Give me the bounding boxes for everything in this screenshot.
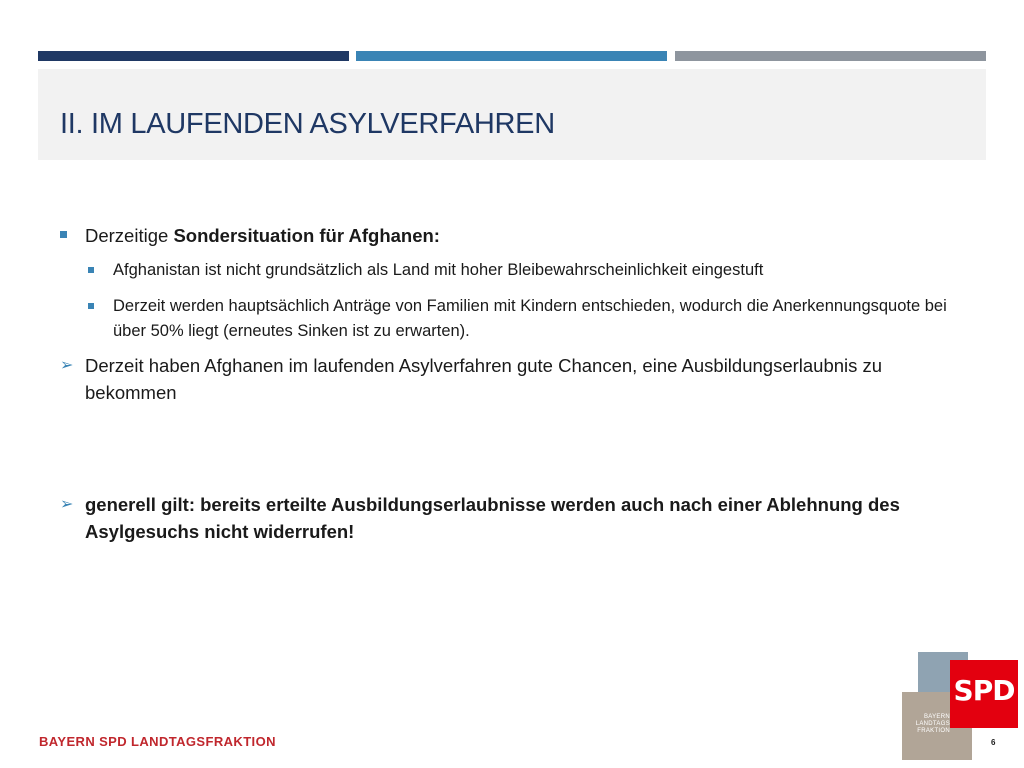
- arrow-bullet-icon: ➢: [60, 496, 74, 513]
- title-band: [38, 69, 986, 160]
- bullet-item: [60, 222, 970, 249]
- sub-bullet-text: Afghanistan ist nicht grundsätzlich als Land mit hoher Bleibewahrscheinlichkeit eingestuft: [113, 261, 764, 279]
- accent-bar-blue: [356, 51, 667, 61]
- accent-bar-grey: [675, 51, 986, 61]
- arrow-bullet-item: [60, 491, 970, 545]
- logo-caption-line: LANDTAGS: [915, 721, 950, 727]
- square-bullet-icon: [88, 267, 94, 273]
- logo-caption-line: BAYERN: [923, 714, 950, 720]
- logo-block-red: [950, 660, 1018, 728]
- slide-title: II. IM LAUFENDEN ASYLVERFAHREN: [60, 108, 555, 140]
- logo-caption-line: FRAKTION: [917, 728, 950, 734]
- spd-logo: [900, 652, 1018, 762]
- sub-bullet-text: Derzeit werden hauptsächlich Anträge von Familien mit Kindern entschieden, wodurch die Anerkennungsquote bei über 50% liegt (erneutes Sinken ist zu erwarten).: [113, 297, 947, 340]
- bullet-text: Derzeitige: [85, 225, 174, 246]
- arrow-bullet-text-bold: generell gilt: bereits erteilte Ausbildungserlaubnisse werden auch nach einer Ablehnung des Asylgesuchs nicht widerrufen!: [85, 494, 900, 542]
- accent-bar-navy: [38, 51, 349, 61]
- arrow-bullet-text: Derzeit haben Afghanen im laufenden Asylverfahren gute Chancen, eine Ausbildungserlaubnis zu bekommen: [85, 355, 883, 403]
- page-number: 6: [991, 738, 996, 747]
- footer-organization: BAYERN SPD LANDTAGSFRAKTION: [39, 734, 276, 749]
- square-bullet-icon: [88, 303, 94, 309]
- logo-caption: [904, 714, 950, 735]
- arrow-bullet-item: [60, 352, 970, 406]
- sub-bullet-item: [60, 258, 970, 283]
- bullet-text-bold: Sondersituation für Afghanen:: [173, 225, 440, 246]
- logo-brand: SPD: [953, 674, 1015, 707]
- slide-content: [60, 222, 970, 545]
- square-bullet-icon: [60, 231, 67, 238]
- sub-bullet-item: [60, 294, 970, 344]
- arrow-bullet-icon: ➢: [60, 357, 74, 374]
